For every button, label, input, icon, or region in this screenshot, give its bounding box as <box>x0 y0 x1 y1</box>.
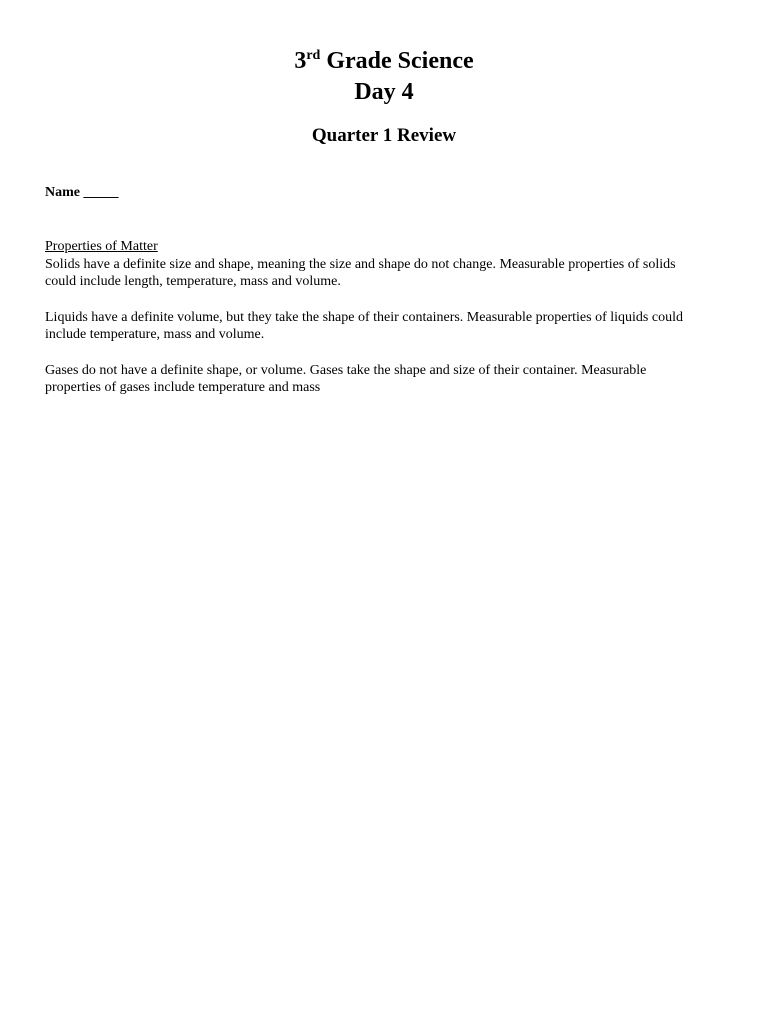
day-label: Day 4 <box>354 79 414 105</box>
page-subtitle: Quarter 1 Review <box>311 125 457 146</box>
page-title <box>0 46 768 77</box>
paragraph-solids: Solids have a definite size and shape, meaning the size and shape do not change. Measurable properties of solids could include length, temperature, mass and volume. <box>45 256 676 289</box>
title-rest: Grade Science <box>320 48 474 74</box>
grade-number: 3 <box>294 48 307 74</box>
section-heading: Properties of Matter <box>45 239 158 254</box>
paragraph-liquids: Liquids have a definite volume, but they take the shape of their containers. Measurable properties of liquids could include temperature, mass and volume. <box>45 309 683 342</box>
section-properties-of-matter <box>45 238 705 415</box>
grade-suffix: rd <box>306 48 321 63</box>
name-field-label: Name _____ <box>45 185 119 200</box>
title-block <box>0 46 768 108</box>
paragraph-gases: Gases do not have a definite shape, or volume. Gases take the shape and size of their container. Measurable properties of gases include temperature and mass <box>45 362 647 395</box>
